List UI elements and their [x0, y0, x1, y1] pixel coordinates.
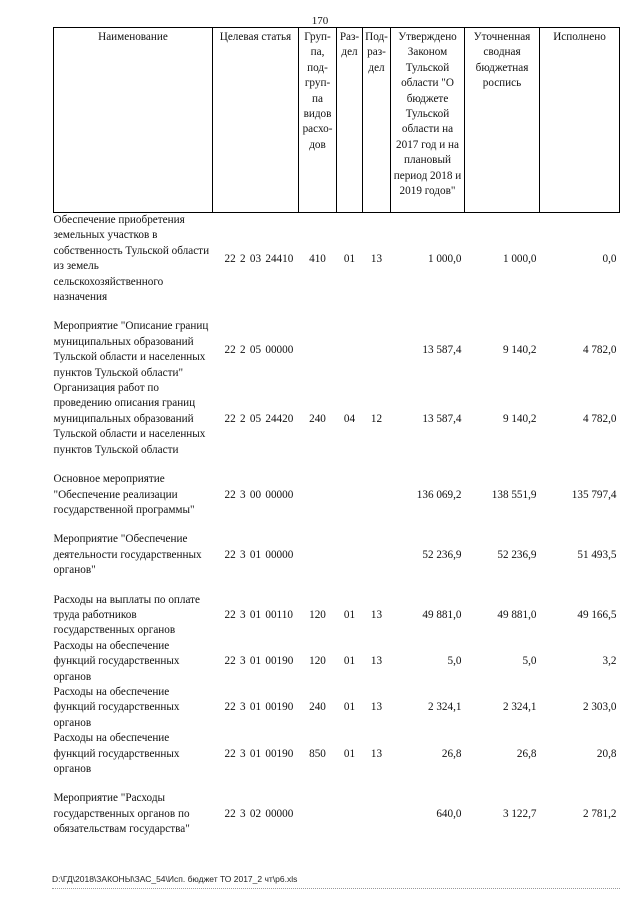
row-subsection: 13: [370, 608, 383, 621]
row-subsection: [363, 791, 391, 837]
row-refined: 138 551,9: [491, 488, 537, 501]
row-name: Обеспечение приобретения земельных участков в собственность Тульской области из земель сельскохозяйственного назначения: [53, 214, 210, 304]
row-group: 120: [309, 655, 326, 668]
row-section: [337, 319, 363, 381]
row-subsection: [363, 532, 391, 578]
row-group: [299, 319, 337, 381]
row-approved: 49 881,0: [422, 608, 462, 621]
row-target-code: 22 3 01 00190: [224, 747, 294, 760]
table-header: [54, 28, 620, 213]
row-refined: 9 140,2: [502, 343, 537, 356]
row-executed: 135 797,4: [571, 488, 617, 501]
row-target-code: 22 2 05 00000: [224, 343, 294, 356]
page-number: 170: [311, 15, 329, 27]
row-executed: 51 493,5: [577, 548, 617, 561]
row-section: 01: [343, 701, 356, 714]
table-row: [54, 381, 620, 458]
header-executed: Исполнено: [540, 28, 620, 213]
row-spacer: [54, 579, 620, 593]
header-name: Наименование: [54, 28, 213, 213]
row-approved: 13 587,4: [422, 412, 462, 425]
row-refined: 49 881,0: [497, 608, 537, 621]
row-refined: 3 122,7: [502, 807, 537, 820]
row-name: Расходы на обеспечение функций государственных органов: [53, 639, 180, 683]
row-target-code: 22 3 01 00190: [224, 655, 294, 668]
row-target-code: 22 3 02 00000: [224, 807, 294, 820]
row-group: [299, 532, 337, 578]
row-name: Организация работ по проведению описания границ муниципальных образований Тульской области и населенных пунктов Тульской области: [53, 382, 206, 456]
row-name: Основное мероприятие "Обеспечение реализации государственной программы": [53, 473, 195, 516]
row-section: 01: [343, 252, 356, 265]
row-subsection: 12: [370, 412, 383, 425]
row-group: 240: [309, 701, 326, 714]
row-target-code: 22 3 01 00110: [224, 608, 293, 621]
header-section: Раз-дел: [337, 28, 363, 213]
row-approved: 13 587,4: [422, 343, 462, 356]
row-refined: 5,0: [522, 655, 537, 668]
spacer-cell: [54, 777, 620, 791]
row-spacer: [54, 777, 620, 791]
row-refined: 26,8: [516, 747, 537, 760]
row-approved: 640,0: [436, 807, 462, 820]
row-refined: 1 000,0: [502, 252, 537, 265]
row-section: [337, 532, 363, 578]
header-subsection: Под-раз-дел: [363, 28, 391, 213]
row-target-code: 22 3 01 00190: [224, 701, 294, 714]
row-name: Мероприятие "Описание границ муниципальных образований Тульской области и населенных пунктов Тульской области": [53, 320, 209, 379]
row-spacer: [54, 518, 620, 532]
table-body: [54, 213, 620, 838]
row-executed: 20,8: [596, 747, 617, 760]
row-target-code: 22 2 03 24410: [224, 252, 294, 265]
row-subsection: 13: [370, 252, 383, 265]
file-path-footer: D:\ГД\2018\ЗАКОНЫ\ЗАС_54\Исп. бюджет ТО 2017_2 чт\р6.xls: [52, 874, 298, 884]
row-group: 240: [309, 412, 326, 425]
table-row: [54, 319, 620, 381]
table-row: [54, 685, 620, 731]
spacer-cell: [54, 579, 620, 593]
header-approved: Утверждено Законом Тульской области "О бюджете Тульской области на 2017 год и на плановый период 2018 и 2019 годов": [391, 28, 465, 213]
row-name: Расходы на выплаты по оплате труда работников государственных органов: [53, 593, 201, 637]
row-executed: 4 782,0: [582, 412, 617, 425]
row-executed: 2 303,0: [582, 701, 617, 714]
row-group: 410: [309, 252, 326, 265]
row-target-code: 22 3 01 00000: [224, 548, 294, 561]
table-row: [54, 791, 620, 837]
row-executed: 2 781,2: [582, 807, 617, 820]
table-row: [54, 213, 620, 306]
table-row: [54, 593, 620, 639]
row-name: Мероприятие "Расходы государственных органов по обязательствам государства": [53, 792, 190, 836]
row-section: 01: [343, 747, 356, 760]
row-name: Расходы на обеспечение функций государственных органов: [53, 685, 180, 729]
row-section: [337, 472, 363, 518]
budget-table: [53, 27, 620, 838]
row-approved: 1 000,0: [427, 252, 462, 265]
row-section: 01: [343, 655, 356, 668]
table-row: [54, 472, 620, 518]
row-approved: 26,8: [441, 747, 462, 760]
row-refined: 2 324,1: [502, 701, 537, 714]
row-name: Расходы на обеспечение функций государственных органов: [53, 732, 180, 775]
row-spacer: [54, 458, 620, 472]
header-target: Целевая статья: [213, 28, 299, 213]
header-group: Груп-па, под-груп-па видов расхо-дов: [299, 28, 337, 213]
table-row: [54, 532, 620, 578]
row-subsection: 13: [370, 747, 383, 760]
table-row: [54, 731, 620, 777]
row-approved: 52 236,9: [422, 548, 462, 561]
row-approved: 136 069,2: [416, 488, 462, 501]
row-executed: 49 166,5: [577, 608, 617, 621]
row-group: 850: [309, 747, 326, 760]
spacer-cell: [54, 458, 620, 472]
row-refined: 9 140,2: [502, 412, 537, 425]
header-refined: Уточненная сводная бюджетная роспись: [465, 28, 540, 213]
row-target-code: 22 2 05 24420: [224, 412, 294, 425]
row-executed: 3,2: [602, 655, 617, 668]
table-row: [54, 639, 620, 685]
row-target-code: 22 3 00 00000: [224, 488, 294, 501]
row-group: 120: [309, 608, 326, 621]
row-subsection: 13: [370, 655, 383, 668]
row-group: [299, 791, 337, 837]
row-refined: 52 236,9: [497, 548, 537, 561]
row-section: 04: [343, 412, 356, 425]
row-executed: 0,0: [602, 252, 617, 265]
row-subsection: [363, 319, 391, 381]
row-name: Мероприятие "Обеспечение деятельности государственных органов": [53, 533, 202, 577]
row-approved: 5,0: [447, 655, 462, 668]
row-executed: 4 782,0: [582, 343, 617, 356]
row-group: [299, 472, 337, 518]
spacer-cell: [54, 518, 620, 532]
row-subsection: [363, 472, 391, 518]
spacer-cell: [54, 305, 620, 319]
footer-divider: [52, 888, 620, 889]
row-spacer: [54, 305, 620, 319]
row-approved: 2 324,1: [427, 701, 462, 714]
row-section: [337, 791, 363, 837]
row-subsection: 13: [370, 701, 383, 714]
row-section: 01: [343, 608, 356, 621]
